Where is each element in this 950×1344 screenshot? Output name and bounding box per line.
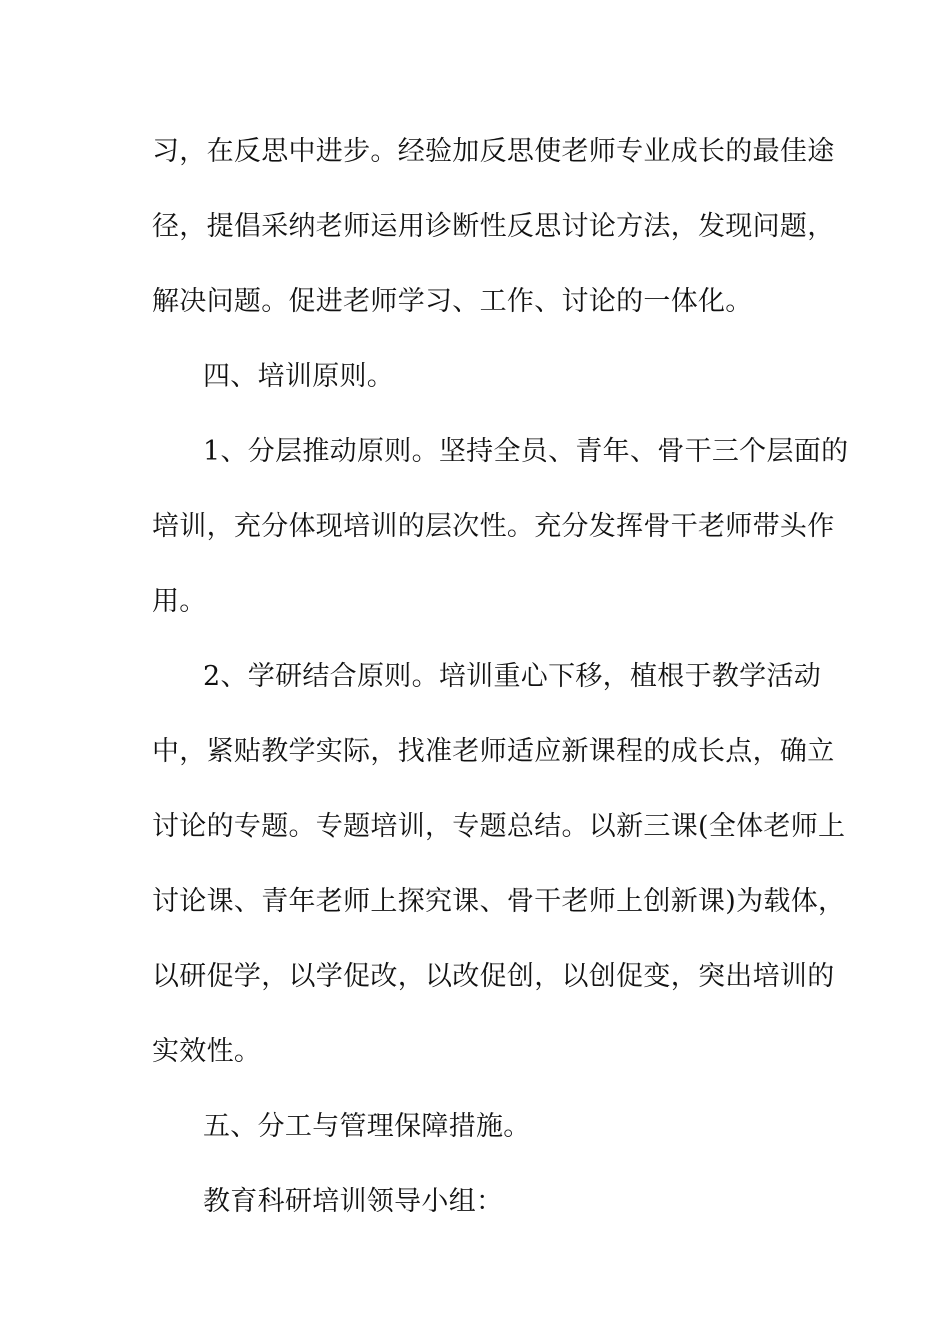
paragraph-line: 讨论的专题。专题培训，专题总结。以新三课(全体老师上 — [152, 811, 846, 842]
paragraph-line: 1、分层推动原则。坚持全员、青年、骨干三个层面的 — [203, 436, 849, 467]
paragraph-line: 2、学研结合原则。培训重心下移，植根于教学活动 — [203, 661, 822, 692]
paragraph-line: 解决问题。促进老师学习、工作、讨论的一体化。 — [152, 286, 753, 317]
paragraph-line: 习，在反思中进步。经验加反思使老师专业成长的最佳途 — [152, 136, 835, 167]
paragraph-line: 中，紧贴教学实际，找准老师适应新课程的成长点，确立 — [152, 736, 835, 767]
paragraph-line: 用。 — [152, 586, 207, 617]
paragraph-line: 讨论课、青年老师上探究课、骨干老师上创新课)为载体， — [152, 886, 846, 917]
section-heading: 四、培训原则。 — [203, 361, 395, 392]
paragraph-line: 教育科研培训领导小组： — [203, 1186, 504, 1217]
section-heading: 五、分工与管理保障措施。 — [203, 1111, 531, 1142]
paragraph-line: 实效性。 — [152, 1036, 262, 1067]
paragraph-line: 培训，充分体现培训的层次性。充分发挥骨干老师带头作 — [152, 511, 835, 542]
paragraph-line: 径，提倡采纳老师运用诊断性反思讨论方法，发现问题， — [152, 211, 835, 242]
paragraph-line: 以研促学，以学促改，以改促创，以创促变，突出培训的 — [152, 961, 835, 992]
